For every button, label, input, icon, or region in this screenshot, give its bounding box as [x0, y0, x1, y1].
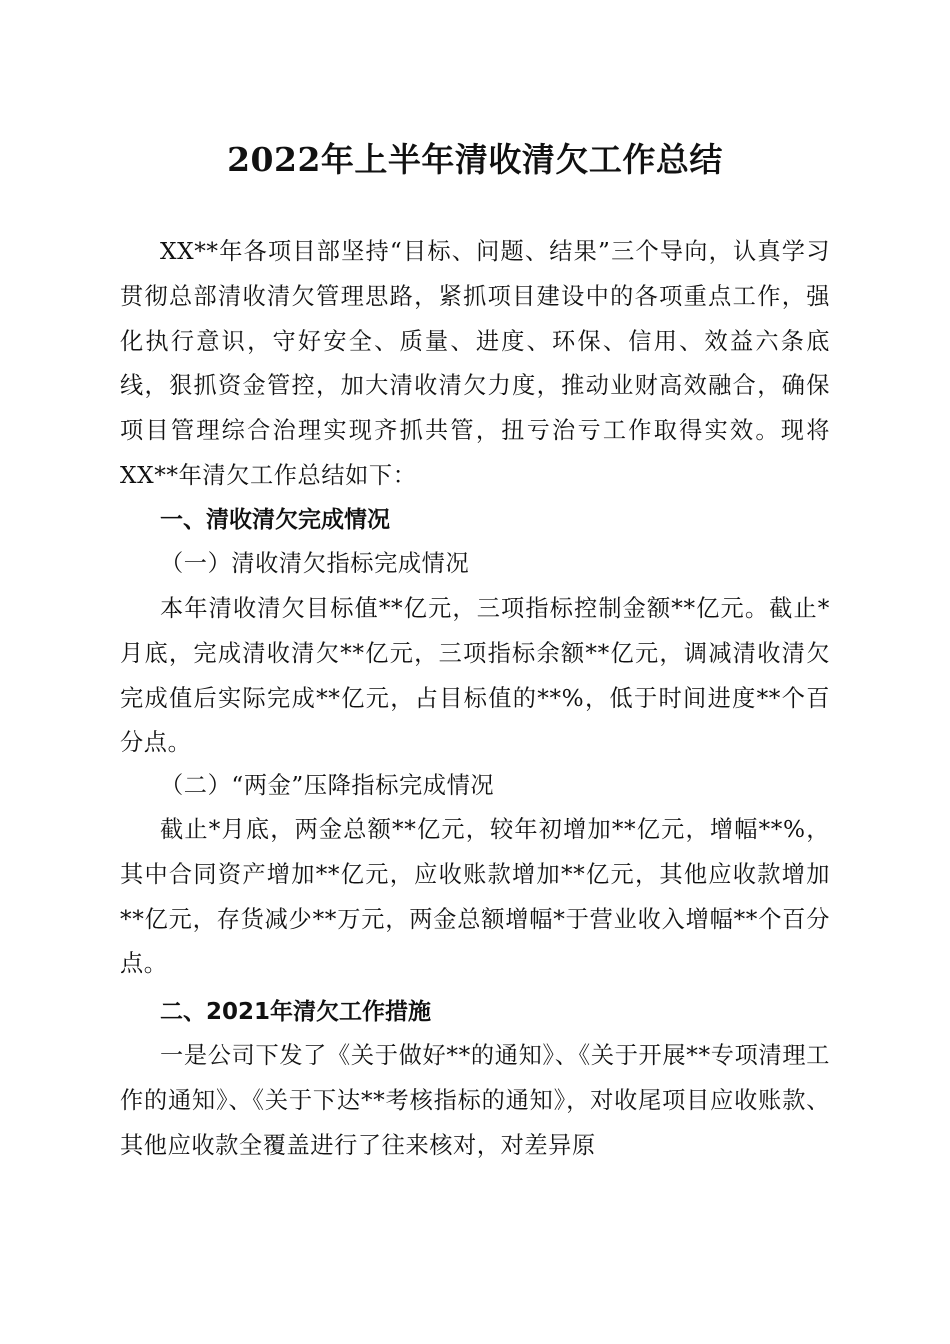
section2-heading: 二、2021年清欠工作措施 [160, 999, 432, 1025]
intro-paragraph: XX**年各项目部坚持“目标、问题、结果”三个导向，认真学习贯彻总部清收清欠管理思路，紧抓项目建设中的各项重点工作，强化执行意识，守好安全、质量、进度、环保、信用、效益六条底线，狠抓资金管控，加大清收清欠力度，推动业财高效融合，确保项目管理综合治理实现齐抓共管，扭亏治亏工作取得实效。现将XX**年清欠工作总结如下： [120, 238, 830, 489]
section1-sub2-paragraph: 截止*月底，两金总额**亿元，较年初增加**亿元，增幅**%，其中合同资产增加**亿元，应收账款增加**亿元，其他应收款增加**亿元，存货减少**万元，两金总额增幅*于营业收入增幅**个百分点。 [120, 816, 830, 978]
section1-sub1-heading: （一）清收清欠指标完成情况 [160, 550, 470, 577]
section2-paragraph: 一是公司下发了《关于做好**的通知》、《关于开展**专项清理工作的通知》、《关于下达**考核指标的通知》，对收尾项目应收账款、其他应收款全覆盖进行了往来核对，对差异原 [120, 1042, 830, 1159]
section1-sub1-paragraph: 本年清收清欠目标值**亿元，三项指标控制金额**亿元。截止*月底，完成清收清欠**亿元，三项指标余额**亿元，调减清收清欠完成值后实际完成**亿元，占目标值的**%，低于时间进度**个百分点。 [120, 595, 830, 757]
document-title: 2022年上半年清收清欠工作总结 [227, 140, 723, 179]
section1-sub2-heading: （二）“两金”压降指标完成情况 [160, 772, 495, 799]
section1-heading: 一、清收清欠完成情况 [160, 507, 390, 533]
